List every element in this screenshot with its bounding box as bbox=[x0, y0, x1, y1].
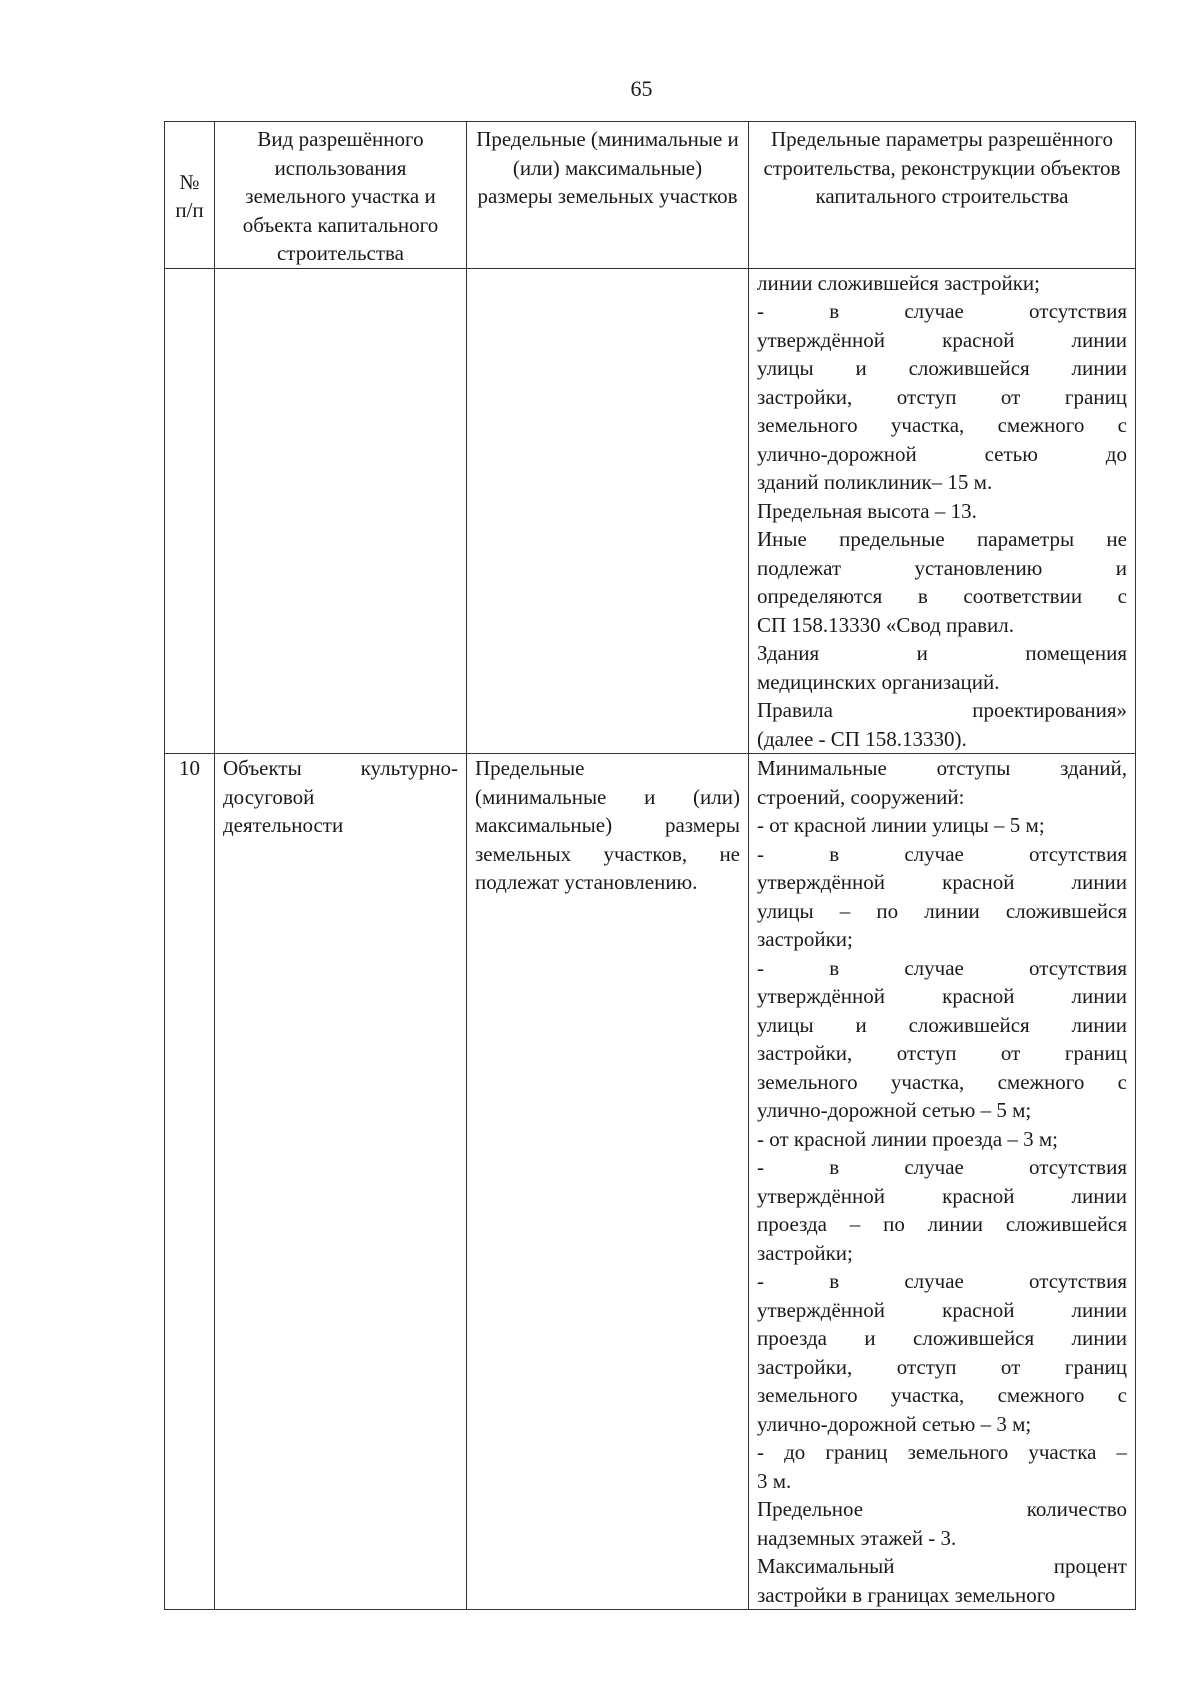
text-line: - в случае отсутствия bbox=[757, 1269, 1127, 1293]
header-kind-text: Вид разрешённого использования земельного участка и объекта капитального строительства bbox=[242, 127, 439, 265]
row-params-cell bbox=[749, 268, 1136, 754]
header-number bbox=[165, 122, 215, 269]
text-line: проезда и сложившейся линии bbox=[757, 1326, 1127, 1350]
text-line: земельного участка, смежного с bbox=[757, 413, 1127, 437]
text-line: улично-дорожной сетью – 3 м; bbox=[757, 1411, 1032, 1436]
row-number-cell bbox=[165, 268, 215, 754]
text-line: максимальные) размеры bbox=[475, 813, 740, 837]
text-line: Предельное количество bbox=[757, 1497, 1127, 1521]
text-line: - в случае отсутствия bbox=[757, 299, 1127, 323]
text-line: застройки, отступ от границ bbox=[757, 1354, 1127, 1379]
text-line: утверждённой красной линии bbox=[757, 327, 1127, 352]
text-line: земельных участков, не bbox=[475, 841, 740, 866]
text-line: застройки, отступ от границ bbox=[757, 384, 1127, 409]
text-line: СП 158.13330 «Свод правил. bbox=[757, 612, 1014, 637]
header-kind bbox=[215, 122, 467, 269]
text-line: - от красной линии проезда – 3 м; bbox=[757, 1126, 1059, 1151]
text-line: - от красной линии улицы – 5 м; bbox=[757, 813, 1045, 837]
text-line: застройки в границах земельного bbox=[757, 1582, 1056, 1607]
text-line: надземных этажей - 3. bbox=[757, 1525, 957, 1550]
text-line: улицы и сложившейся линии bbox=[757, 1012, 1127, 1037]
table-row bbox=[165, 268, 1136, 754]
text-line: Объекты культурно- bbox=[223, 756, 458, 780]
header-number-text: № п/п bbox=[175, 169, 204, 223]
row-kind-cell bbox=[215, 754, 467, 1610]
text-line: Максимальный процент bbox=[757, 1554, 1127, 1578]
text-line: подлежат установлению и bbox=[757, 555, 1127, 580]
text-line: Здания и помещения bbox=[757, 641, 1127, 665]
row-number-cell bbox=[165, 754, 215, 1610]
text-line: Минимальные отступы зданий, bbox=[757, 756, 1127, 780]
page-number: 65 bbox=[630, 76, 653, 101]
text-line: утверждённой красной линии bbox=[757, 984, 1127, 1008]
text-line: улицы – по линии сложившейся bbox=[757, 898, 1127, 923]
text-line: застройки; bbox=[757, 1240, 853, 1265]
header-sizes-text: Предельные (минимальные и (или) максимальные) размеры земельных участков bbox=[476, 127, 739, 208]
text-line: - в случае отсутствия bbox=[757, 955, 1127, 980]
text-line: улично-дорожной сетью – 5 м; bbox=[757, 1098, 1032, 1122]
text-line: проезда – по линии сложившейся bbox=[757, 1212, 1127, 1236]
header-params bbox=[749, 122, 1136, 269]
text-line: утверждённой красной линии bbox=[757, 1297, 1127, 1322]
row-params-cell bbox=[749, 754, 1136, 1610]
text-line: улицы и сложившейся линии bbox=[757, 356, 1127, 380]
text-line: строений, сооружений: bbox=[757, 784, 965, 809]
text-line: земельного участка, смежного с bbox=[757, 1069, 1127, 1094]
land-use-table bbox=[164, 121, 1136, 1610]
table-header-row bbox=[165, 122, 1136, 269]
text-line: утверждённой красной линии bbox=[757, 1183, 1127, 1208]
row-kind-cell bbox=[215, 268, 467, 754]
text-line: улично-дорожной сетью до bbox=[757, 441, 1127, 466]
text-line: утверждённой красной линии bbox=[757, 870, 1127, 894]
text-line: застройки, отступ от границ bbox=[757, 1041, 1127, 1065]
text-line: Правила проектирования» bbox=[757, 698, 1127, 722]
text-line: деятельности bbox=[223, 813, 344, 837]
row-sizes-cell bbox=[467, 754, 749, 1610]
text-line: подлежат установлению. bbox=[475, 870, 698, 894]
table-row bbox=[165, 754, 1136, 1610]
text-line: досуговой bbox=[223, 784, 315, 809]
text-line: (минимальные и (или) bbox=[475, 784, 740, 809]
text-line: линии сложившейся застройки; bbox=[757, 270, 1040, 295]
text-line: определяются в соответствии с bbox=[757, 584, 1127, 608]
text-line: Предельные bbox=[475, 756, 585, 780]
text-line: зданий поликлиник– 15 м. bbox=[757, 470, 993, 494]
header-params-text: Предельные параметры разрешённого строительства, реконструкции объектов капитального строительства bbox=[763, 127, 1121, 208]
text-line: застройки; bbox=[757, 927, 853, 951]
text-line: Предельная высота – 13. bbox=[757, 498, 977, 523]
text-line: - в случае отсутствия bbox=[757, 841, 1127, 866]
text-line: Иные предельные параметры не bbox=[757, 527, 1127, 551]
text-line: - в случае отсутствия bbox=[757, 1155, 1127, 1179]
text-line: (далее - СП 158.13330). bbox=[757, 726, 967, 751]
row-sizes-cell bbox=[467, 268, 749, 754]
text-line: земельного участка, смежного с bbox=[757, 1383, 1127, 1407]
header-sizes bbox=[467, 122, 749, 269]
row-number: 10 bbox=[179, 756, 200, 780]
text-line: 3 м. bbox=[757, 1468, 792, 1493]
text-line: медицинских организаций. bbox=[757, 669, 1000, 694]
text-line: - до границ земельного участка – bbox=[757, 1440, 1127, 1464]
